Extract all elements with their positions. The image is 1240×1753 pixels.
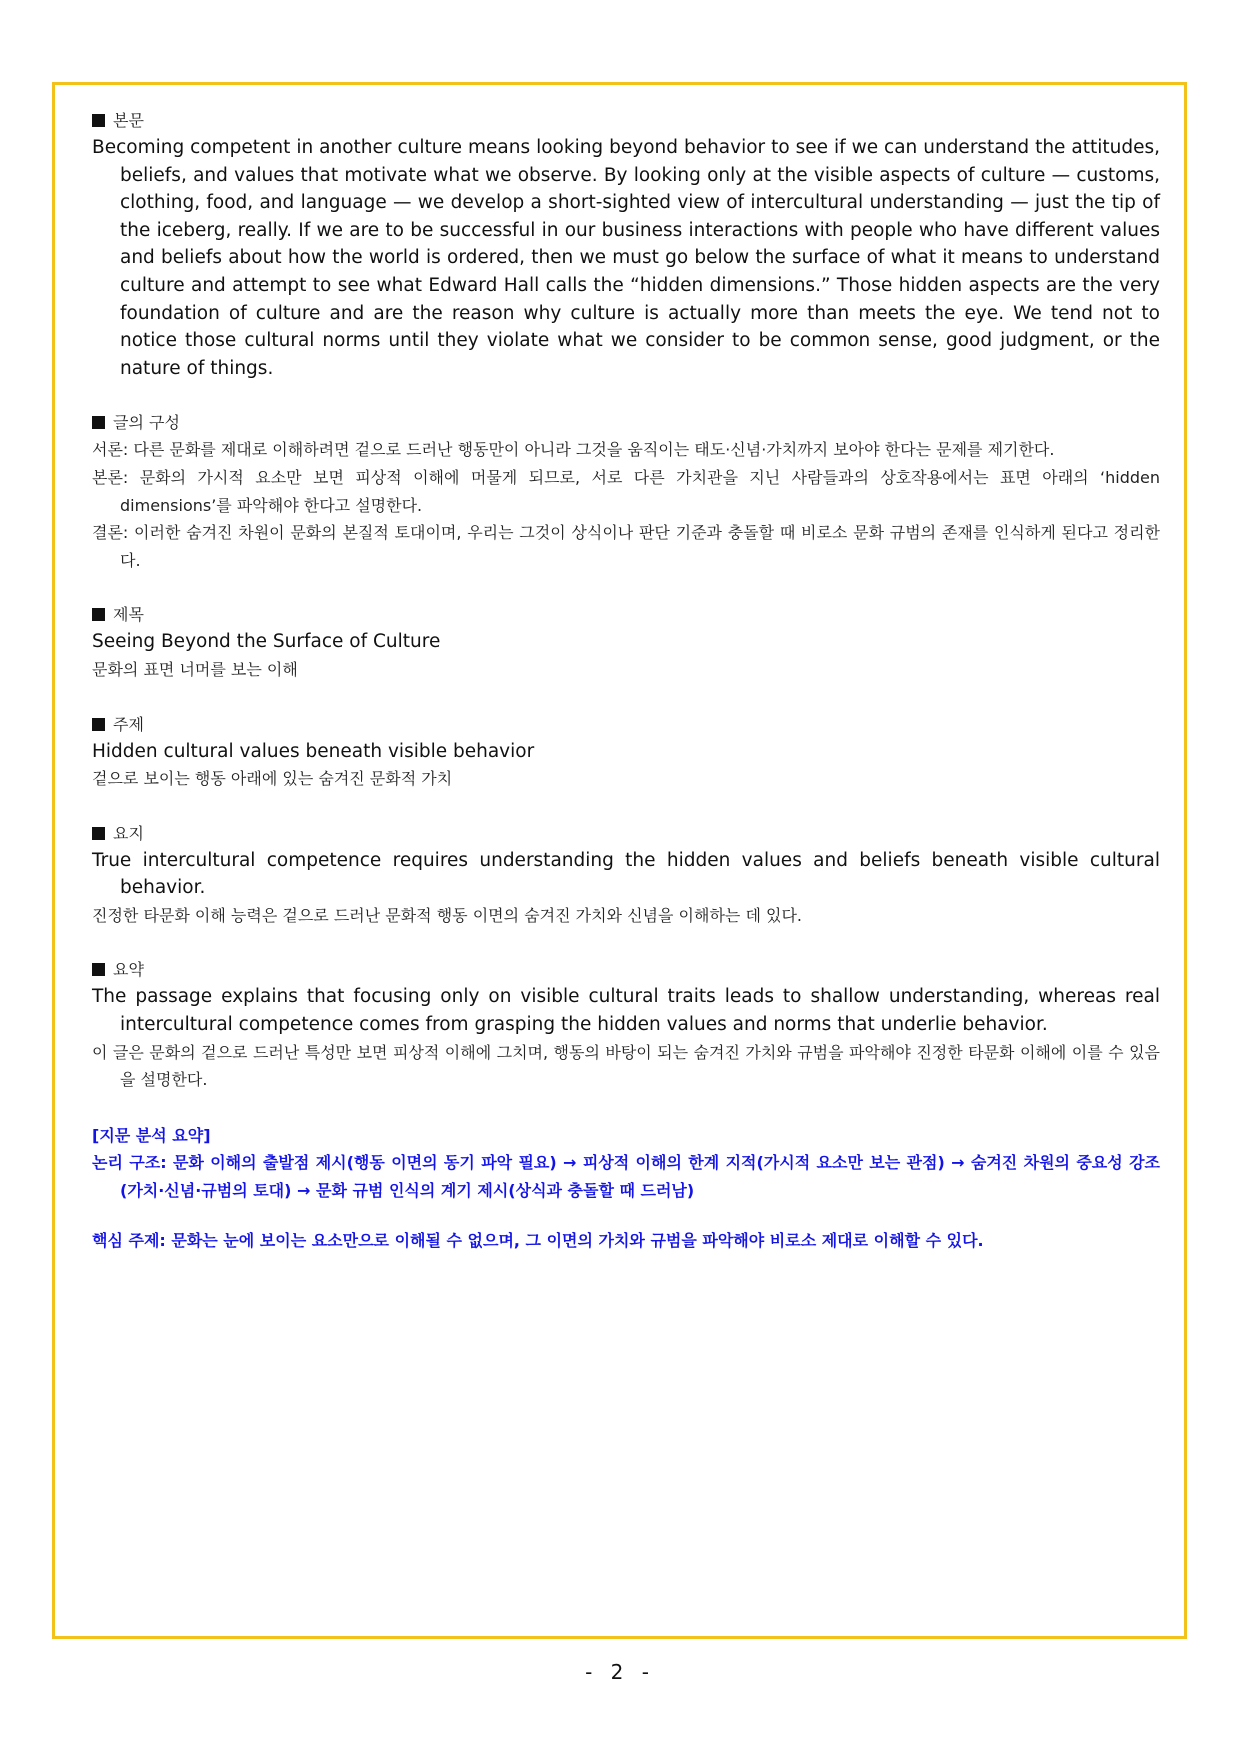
square-bullet-icon (92, 114, 105, 127)
section-heading: 요약 (92, 957, 1160, 983)
analysis-summary (92, 1122, 1160, 1254)
section-structure (92, 410, 1160, 574)
theme-ko: 겉으로 보이는 행동 아래에 있는 숨겨진 문화적 가치 (92, 769, 453, 789)
title-ko: 문화의 표면 너머를 보는 이해 (92, 659, 298, 679)
structure-intro: 서론: 다른 문화를 제대로 이해하려면 겉으로 드러난 행동만이 아니라 그것을 움직이는 태도·신념·가치까지 보아야 한다는 문제를 제기한다. (92, 440, 1055, 460)
square-bullet-icon (92, 963, 105, 976)
title-en: Seeing Beyond the Surface of Culture (92, 631, 441, 653)
section-theme (92, 712, 1160, 793)
section-heading: 주제 (92, 712, 1160, 738)
theme-en: Hidden cultural values beneath visible behavior (92, 740, 535, 762)
section-gist (92, 821, 1160, 930)
structure-main: 본론: 문화의 가시적 요소만 보면 피상적 이해에 머물게 되므로, 서로 다른 가치관을 지닌 사람들과의 상호작용에서는 표면 아래의 ‘hidden dimensions’를 파악해야 한다고 설명한다. (92, 467, 1160, 515)
square-bullet-icon (92, 718, 105, 731)
summary-ko: 이 글은 문화의 겉으로 드러난 특성만 보면 피상적 이해에 그치며, 행동의 바탕이 되는 숨겨진 가치와 규범을 파악해야 진정한 타문화 이해에 이를 수 있음을 설명한다. (92, 1042, 1160, 1090)
gist-ko: 진정한 타문화 이해 능력은 겉으로 드러난 문화적 행동 이면의 숨겨진 가치와 신념을 이해하는 데 있다. (92, 905, 802, 925)
section-title (92, 602, 1160, 683)
page-number: - 2 - (585, 1660, 655, 1684)
passage-text: Becoming competent in another culture means looking beyond behavior to see if we can understand the attitudes, beliefs, and values that motivate what we observe. By looking only at the visible aspects of culture — customs, clothing, food, and language — we develop a short-sighted view of intercultural understanding — just the tip of the iceberg, really. If we are to be successful in our business interactions with people who have different values and beliefs about how the world is ordered, then we must go below the surface of what it means to understand culture and attempt to see what Edward Hall calls the “hidden dimensions.” Those hidden aspects are the very foundation of culture and are the reason why culture is actually more than meets the eye. We tend not to notice those cultural norms until they violate what we consider to be common sense, good judgment, or the nature of things. (92, 137, 1160, 379)
square-bullet-icon (92, 608, 105, 621)
summary-en: The passage explains that focusing only on visible cultural traits leads to shallow understanding, whereas real intercultural competence comes from grasping the hidden values and norms that underlie behavior. (92, 986, 1160, 1036)
section-body (92, 108, 1160, 382)
square-bullet-icon (92, 827, 105, 840)
section-heading: 글의 구성 (92, 410, 1160, 436)
section-heading: 본문 (92, 108, 1160, 134)
square-bullet-icon (92, 416, 105, 429)
analysis-label: [지문 분석 요약] (92, 1125, 211, 1145)
section-heading: 제목 (92, 602, 1160, 628)
structure-conclusion: 결론: 이러한 숨겨진 차원이 문화의 본질적 토대이며, 우리는 그것이 상식이나 판단 기준과 충돌할 때 비로소 문화 규범의 존재를 인식하게 된다고 정리한다. (92, 523, 1160, 570)
section-summary (92, 957, 1160, 1093)
document-content (92, 108, 1160, 1282)
gist-en: True intercultural competence requires understanding the hidden values and beliefs beneath visible cultural behavior. (92, 849, 1160, 899)
analysis-logic: 논리 구조: 문화 이해의 출발점 제시(행동 이면의 동기 파악 필요) → 피상적 이해의 한계 지적(가시적 요소만 보는 관점) → 숨겨진 차원의 중요성 강조(가치·신념·규범의 토대) → 문화 규범 인식의 계기 제시(상식과 충돌할 때 드러남) (92, 1153, 1160, 1201)
analysis-core: 핵심 주제: 문화는 눈에 보이는 요소만으로 이해될 수 없으며, 그 이면의 가치와 규범을 파악해야 비로소 제대로 이해할 수 있다. (92, 1230, 984, 1250)
section-heading: 요지 (92, 821, 1160, 847)
